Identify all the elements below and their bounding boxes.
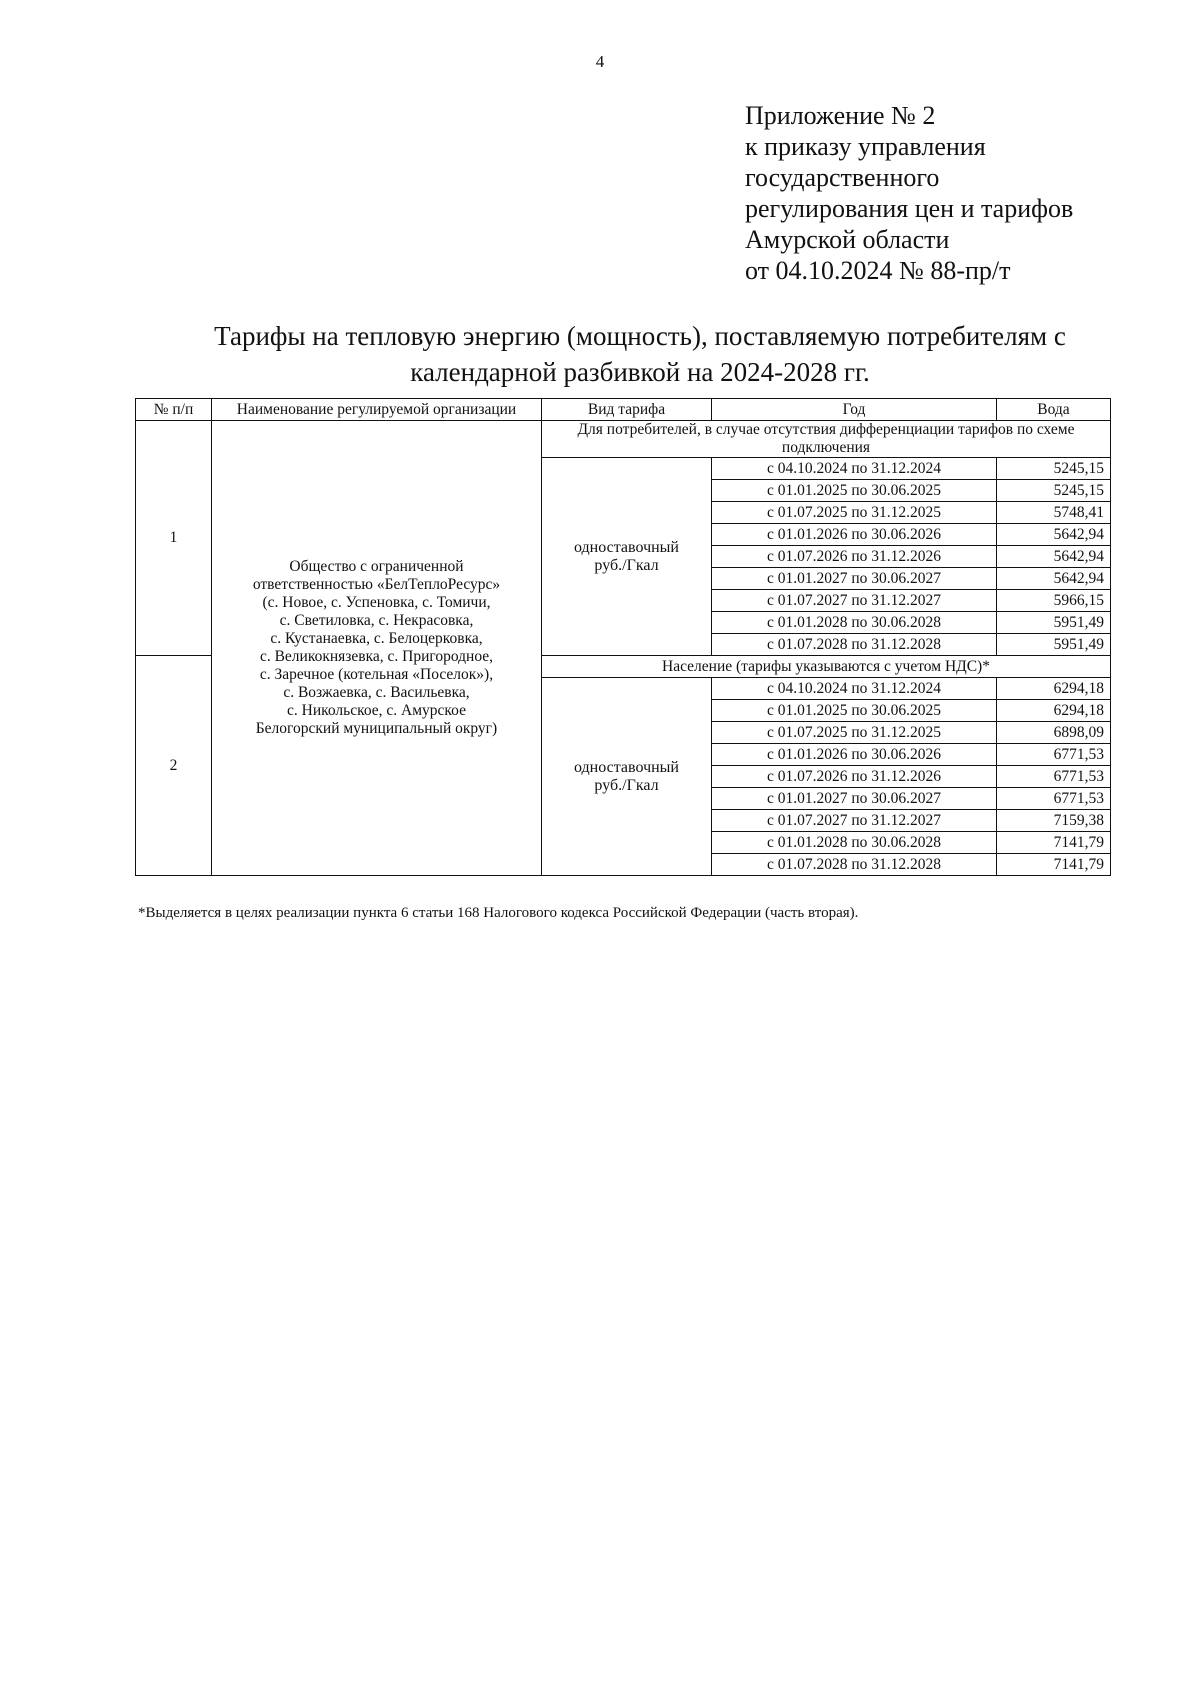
period-cell: с 01.01.2027 по 30.06.2027 — [712, 788, 997, 810]
water-value-cell: 6294,18 — [997, 700, 1111, 722]
tariff-table — [135, 398, 1111, 876]
organization-name-line: ответственностью «БелТеплоРесурс» — [252, 576, 501, 593]
row-number: 1 — [136, 421, 212, 656]
header-year: Год — [712, 399, 997, 421]
appendix-line: от 04.10.2024 № 88-пр/т — [745, 256, 1011, 285]
water-value-cell: 5245,15 — [997, 480, 1111, 502]
organization-name-line: с. Светиловка, с. Некрасовка, — [279, 612, 474, 629]
section-heading-row — [136, 421, 1111, 458]
water-value-cell: 5642,94 — [997, 568, 1111, 590]
period-cell: с 01.07.2027 по 31.12.2027 — [712, 810, 997, 832]
water-value-cell: 6898,09 — [997, 722, 1111, 744]
organization-name-line: с. Возжаевка, с. Васильевка, — [283, 684, 470, 701]
appendix-line: к приказу управления — [745, 132, 986, 161]
organization-name-line: Белогорский муниципальный округ) — [255, 720, 498, 737]
tariff-kind-line: одноставочный — [574, 758, 679, 776]
period-cell: с 01.07.2028 по 31.12.2028 — [712, 634, 997, 656]
organization-name-line: с. Кустанаевка, с. Белоцерковка, — [270, 630, 483, 647]
appendix-line: государственного — [745, 163, 940, 192]
row-number: 2 — [136, 656, 212, 876]
water-value-cell: 6771,53 — [997, 766, 1111, 788]
period-cell: с 01.07.2025 по 31.12.2025 — [712, 502, 997, 524]
period-cell: с 01.01.2026 по 30.06.2026 — [712, 524, 997, 546]
water-value-cell: 7141,79 — [997, 854, 1111, 876]
water-value-cell: 5642,94 — [997, 524, 1111, 546]
period-cell: с 01.07.2026 по 31.12.2026 — [712, 546, 997, 568]
section-heading: Для потребителей, в случае отсутствия дифференциации тарифов по схеме подключения — [542, 421, 1111, 458]
header-water: Вода — [997, 399, 1111, 421]
appendix-line: Амурской области — [745, 225, 950, 254]
water-value-cell: 6771,53 — [997, 744, 1111, 766]
water-value-cell: 7159,38 — [997, 810, 1111, 832]
appendix-line: Приложение № 2 — [745, 101, 936, 130]
organization-name-line: (с. Новое, с. Успеновка, с. Томичи, — [262, 594, 491, 611]
period-cell: с 04.10.2024 по 31.12.2024 — [712, 678, 997, 700]
tariff-kind-line: одноставочный — [574, 538, 679, 556]
water-value-cell: 5951,49 — [997, 634, 1111, 656]
period-cell: с 01.01.2025 по 30.06.2025 — [712, 480, 997, 502]
tariff-kind — [542, 678, 712, 876]
water-value-cell: 5642,94 — [997, 546, 1111, 568]
tariff-kind-line: руб./Гкал — [594, 776, 659, 794]
organization-name-line: с. Заречное (котельная «Поселок»), — [259, 666, 494, 683]
section-heading: Население (тарифы указываются с учетом НДС)* — [542, 656, 1111, 678]
organization-name-line: Общество с ограниченной — [289, 558, 464, 575]
header-kind: Вид тарифа — [542, 399, 712, 421]
document-title-line: Тарифы на тепловую энергию (мощность), поставляемую потребителям с — [214, 321, 1066, 351]
footnote: *Выделяется в целях реализации пункта 6 статьи 168 Налогового кодекса Российской Федерации (часть вторая). — [138, 905, 859, 921]
header-num: № п/п — [136, 399, 212, 421]
period-cell: с 01.01.2028 по 30.06.2028 — [712, 612, 997, 634]
period-cell: с 04.10.2024 по 31.12.2024 — [712, 458, 997, 480]
period-cell: с 01.01.2027 по 30.06.2027 — [712, 568, 997, 590]
period-cell: с 01.07.2025 по 31.12.2025 — [712, 722, 997, 744]
organization-name-line: с. Великокнязевка, с. Пригородное, — [259, 648, 494, 665]
period-cell: с 01.07.2028 по 31.12.2028 — [712, 854, 997, 876]
water-value-cell: 5748,41 — [997, 502, 1111, 524]
header-org: Наименование регулируемой организации — [212, 399, 542, 421]
period-cell: с 01.07.2026 по 31.12.2026 — [712, 766, 997, 788]
tariff-kind-line: руб./Гкал — [594, 556, 659, 574]
appendix-block — [745, 100, 1073, 286]
water-value-cell: 7141,79 — [997, 832, 1111, 854]
organization-name-line: с. Никольское, с. Амурское — [287, 702, 466, 719]
page-number: 4 — [595, 52, 605, 71]
document-title-line: календарной разбивкой на 2024-2028 гг. — [410, 357, 870, 387]
tariff-kind — [542, 458, 712, 656]
water-value-cell: 5245,15 — [997, 458, 1111, 480]
period-cell: с 01.07.2027 по 31.12.2027 — [712, 590, 997, 612]
water-value-cell: 6771,53 — [997, 788, 1111, 810]
period-cell: с 01.01.2025 по 30.06.2025 — [712, 700, 997, 722]
appendix-line: регулирования цен и тарифов — [745, 194, 1074, 223]
organization-name — [212, 421, 542, 876]
period-cell: с 01.01.2028 по 30.06.2028 — [712, 832, 997, 854]
period-cell: с 01.01.2026 по 30.06.2026 — [712, 744, 997, 766]
document-title — [140, 318, 1140, 390]
water-value-cell: 6294,18 — [997, 678, 1111, 700]
table-header-row — [136, 399, 1111, 421]
water-value-cell: 5951,49 — [997, 612, 1111, 634]
water-value-cell: 5966,15 — [997, 590, 1111, 612]
